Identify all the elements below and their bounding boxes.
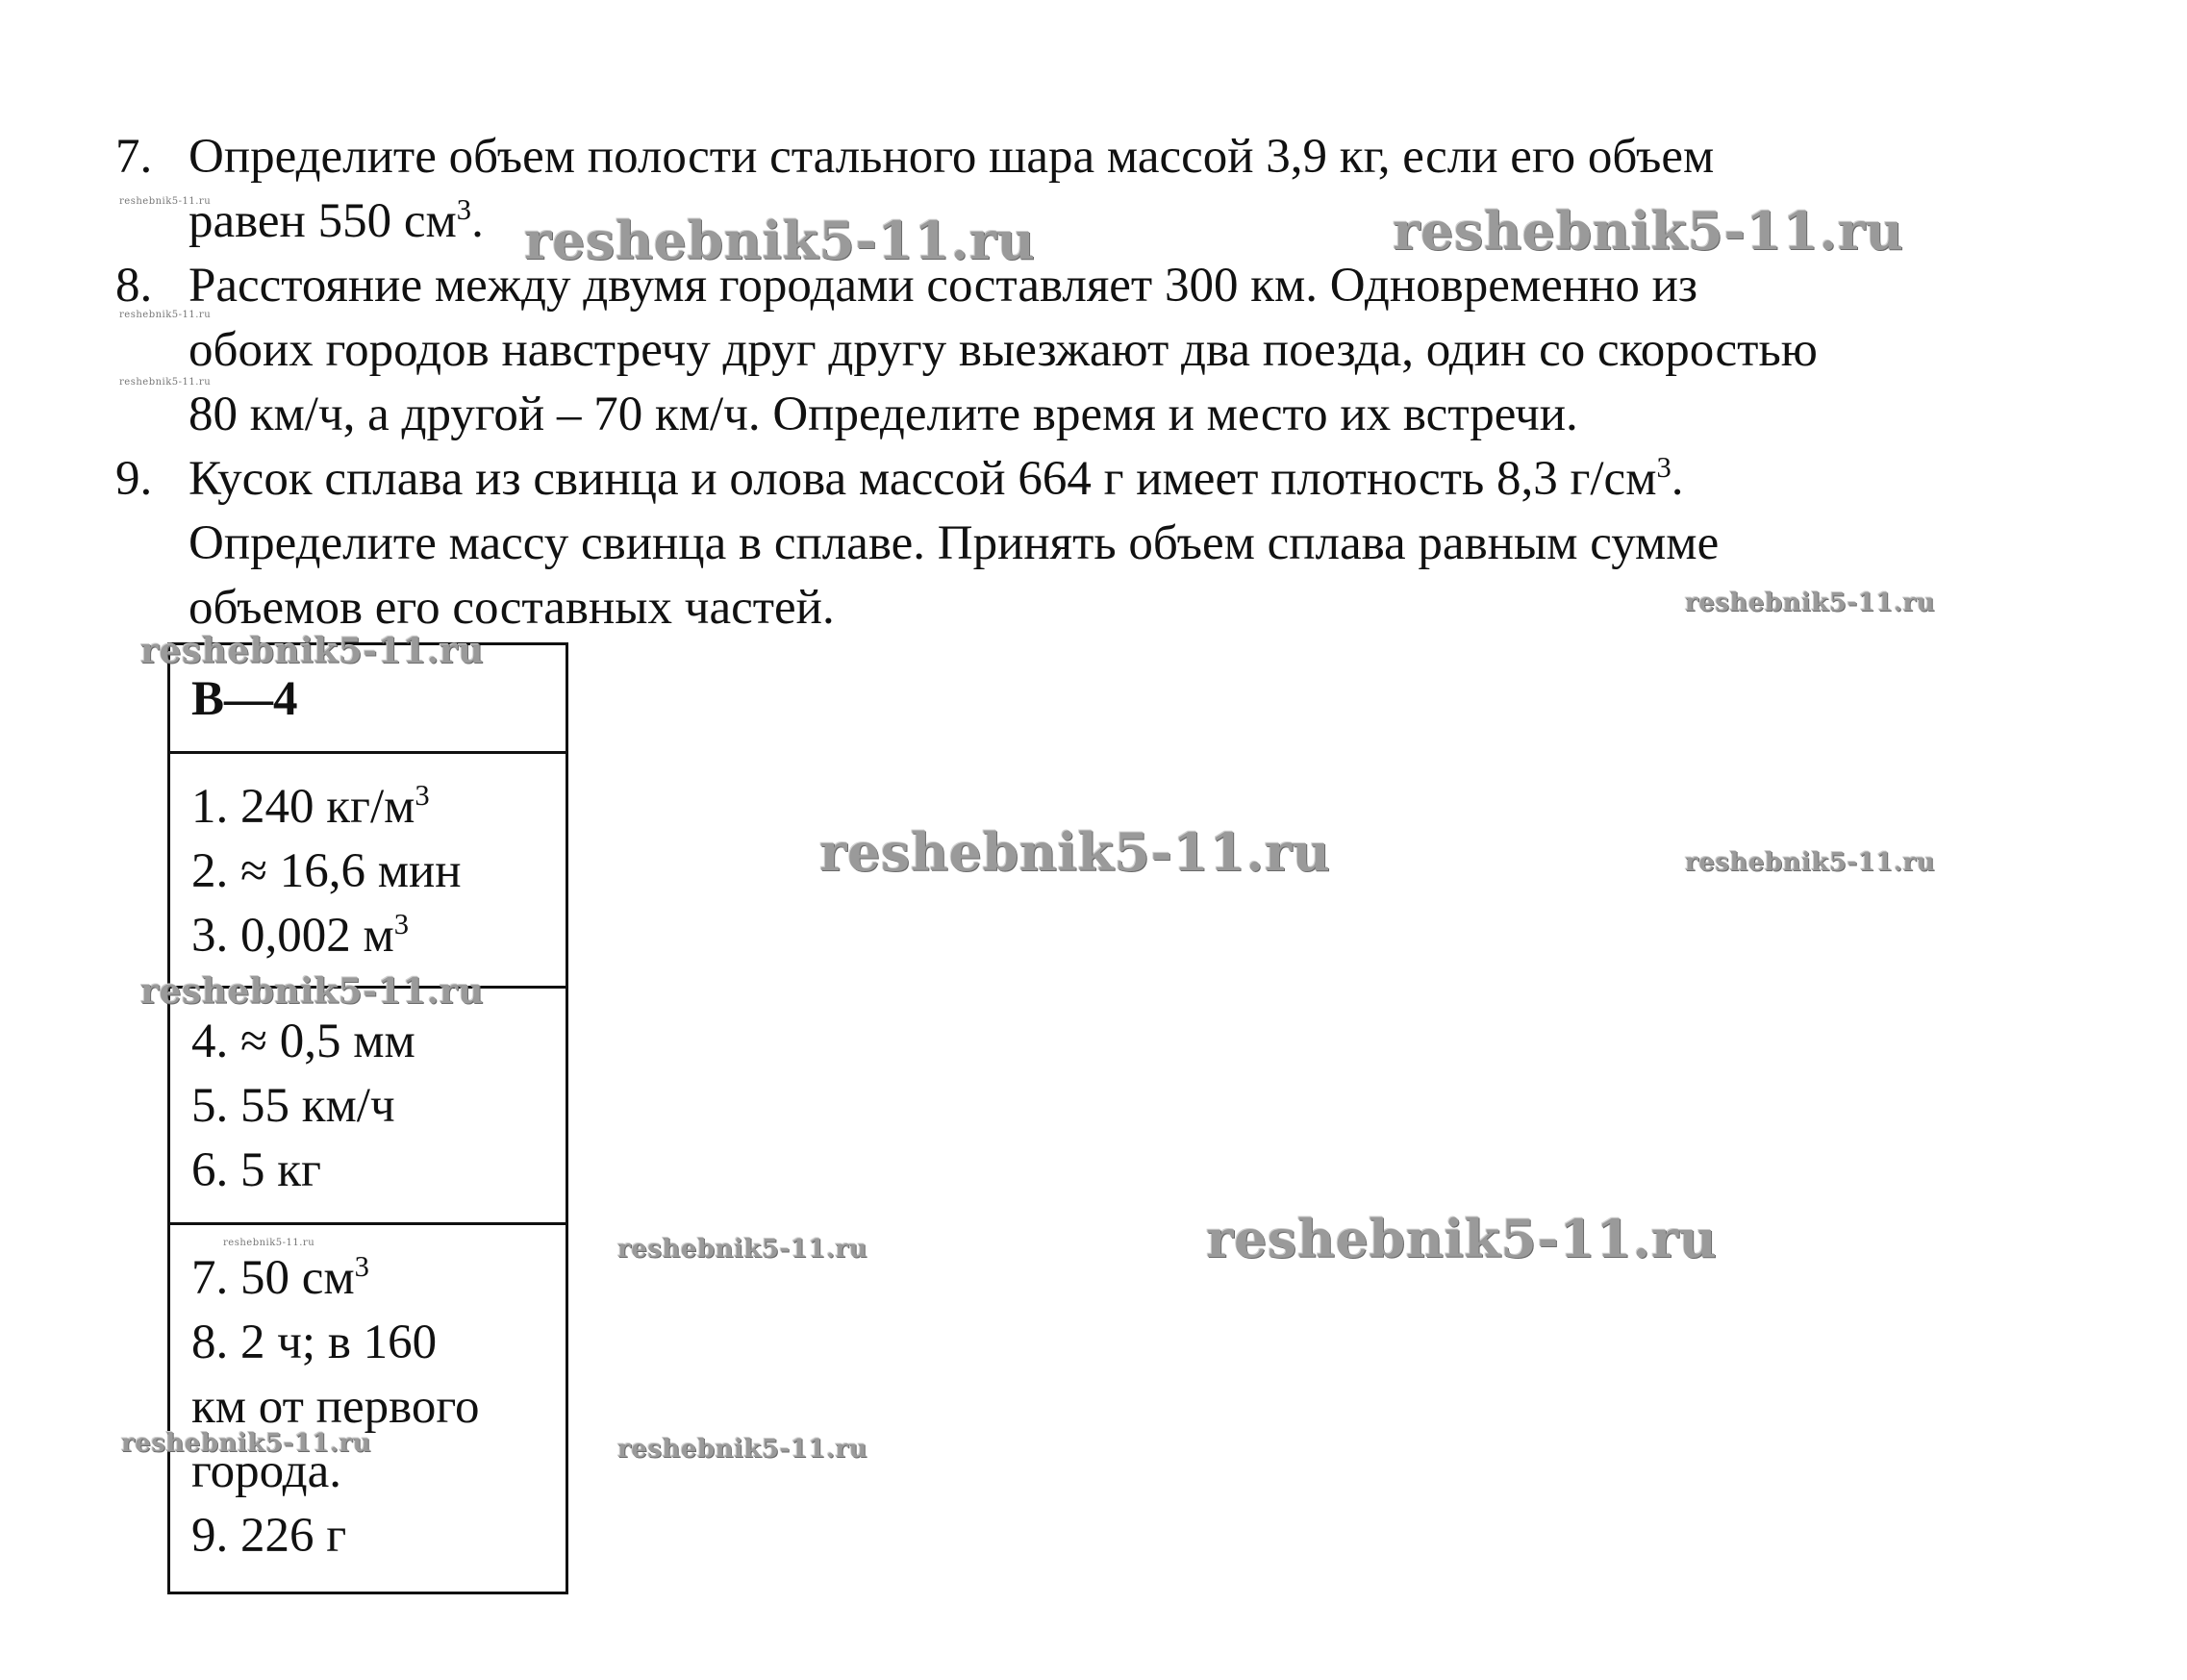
problem-text: равен 550 см <box>189 194 457 248</box>
superscript: 3 <box>415 779 430 812</box>
problem-number: 8. <box>115 259 153 313</box>
watermark: reshebnik5-11.ru <box>1685 848 1936 877</box>
watermark: reshebnik5-11.ru <box>223 1238 315 1248</box>
problem-text: . <box>471 194 484 248</box>
problem-text-line: объемов его составных частей. <box>189 581 835 635</box>
problem-text-line: Расстояние между двумя городами составляет 300 км. Одновременно из <box>189 259 1698 313</box>
answer-9: 9. 226 г <box>191 1509 347 1563</box>
watermark: reshebnik5-11.ru <box>119 377 212 388</box>
watermark: reshebnik5-11.ru <box>1685 589 1936 617</box>
answers-group-2 <box>170 986 566 1225</box>
problem-number: 9. <box>115 452 153 506</box>
problem-text-line: 80 км/ч, а другой – 70 км/ч. Определите время и место их встречи. <box>189 388 1578 441</box>
watermark: reshebnik5-11.ru <box>617 1435 868 1464</box>
watermark: reshebnik5-11.ru <box>524 210 1036 271</box>
watermark: reshebnik5-11.ru <box>617 1235 868 1264</box>
answer-text: 1. 240 кг/м <box>191 780 415 834</box>
watermark: reshebnik5-11.ru <box>819 821 1331 883</box>
answer-8-line-2: км от первого <box>191 1380 480 1434</box>
watermark: reshebnik5-11.ru <box>140 971 484 1012</box>
problem-text-line: обоих городов навстречу друг другу выезжают два поезда, один со скоростью <box>189 323 1818 377</box>
watermark: reshebnik5-11.ru <box>1206 1208 1718 1269</box>
watermark: reshebnik5-11.ru <box>1393 200 1904 262</box>
answer-7 <box>191 1246 369 1311</box>
problem-text: Кусок сплава из свинца и олова массой 664 г имеет плотность 8,3 г/см <box>189 452 1657 506</box>
superscript: 3 <box>1656 451 1672 484</box>
superscript: 3 <box>393 908 410 940</box>
problem-text-line: Определите объем полости стального шара массой 3,9 кг, если его объем <box>189 130 1715 184</box>
watermark: reshebnik5-11.ru <box>121 1429 372 1458</box>
answer-text: 3. 0,002 м <box>191 909 394 963</box>
answer-1 <box>191 775 430 840</box>
superscript: 3 <box>354 1250 369 1283</box>
superscript: 3 <box>456 193 472 226</box>
answer-2: 2. ≈ 16,6 мин <box>191 844 462 898</box>
problem-text-line <box>189 447 1684 512</box>
answer-3 <box>191 904 409 968</box>
answer-8-line-1: 8. 2 ч; в 160 <box>191 1316 438 1369</box>
answer-6: 6. 5 кг <box>191 1143 321 1197</box>
answers-group-1 <box>170 751 566 989</box>
problem-text: . <box>1671 452 1684 506</box>
problem-number: 7. <box>115 130 153 184</box>
answer-4: 4. ≈ 0,5 мм <box>191 1015 415 1068</box>
watermark: reshebnik5-11.ru <box>119 310 212 320</box>
answer-8-line-3: города. <box>191 1444 342 1498</box>
answers-group-3 <box>170 1222 566 1592</box>
watermark: reshebnik5-11.ru <box>119 196 212 207</box>
answer-5: 5. 55 км/ч <box>191 1079 395 1133</box>
variant-heading: В—4 <box>191 672 298 726</box>
problem-text-line: Определите массу свинца в сплаве. Принять объем сплава равным сумме <box>189 516 1720 570</box>
watermark: reshebnik5-11.ru <box>140 631 484 671</box>
answer-text: 7. 50 см <box>191 1251 355 1305</box>
problem-text-line <box>189 189 484 254</box>
